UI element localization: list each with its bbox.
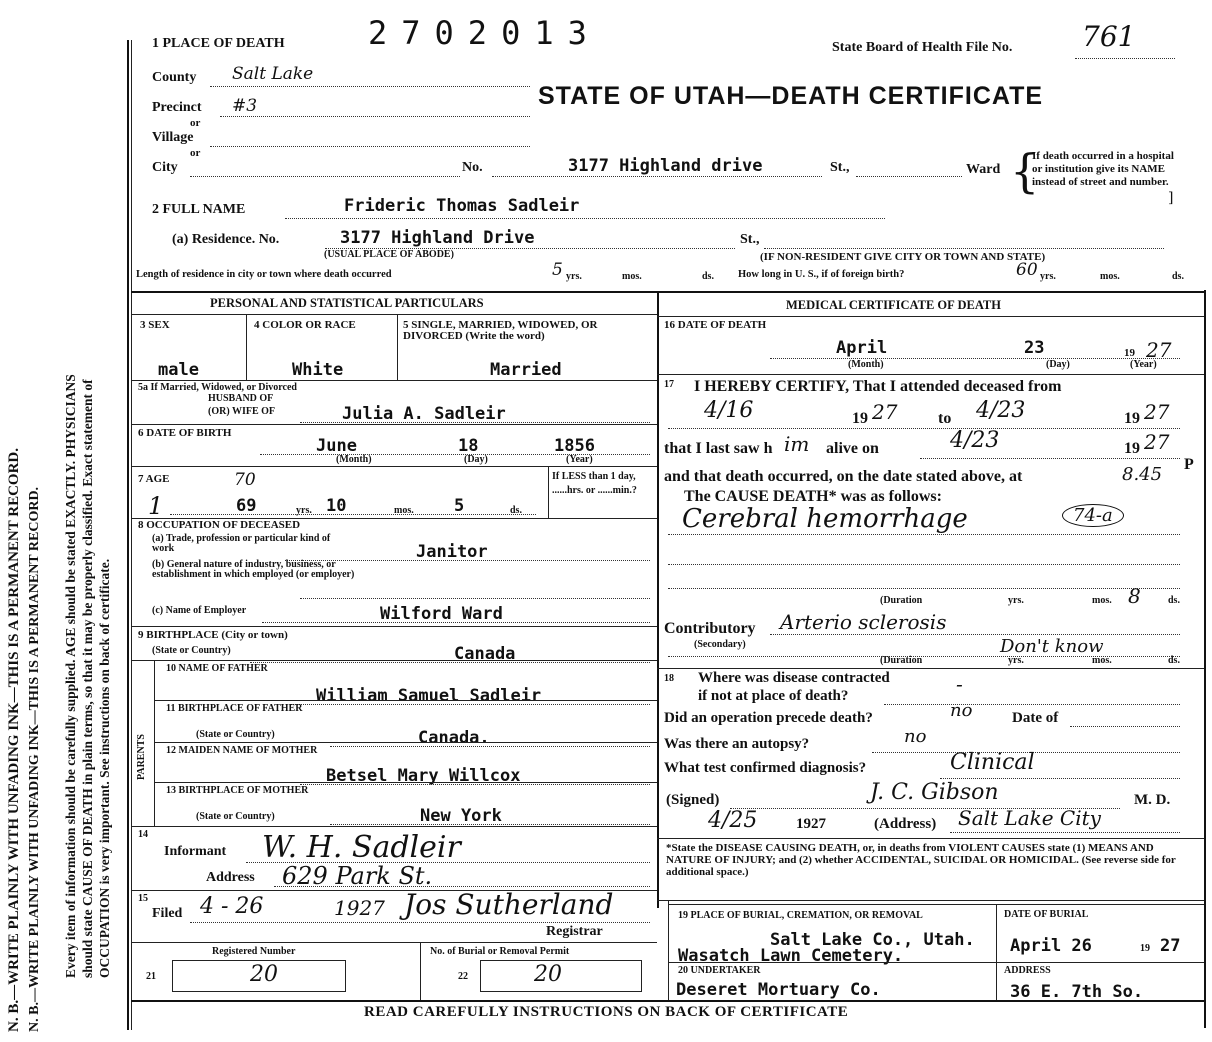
age-note: 70 [234,470,256,490]
cause-code: 74-a [1062,504,1124,527]
registered-number-divider [420,942,421,1002]
usual-abode-label: (USUAL PLACE OF ABODE) [324,249,454,260]
last-saw-him: im [784,432,810,456]
employer-label: (c) Name of Employer [152,605,247,616]
attended-from-year: 27 [872,400,898,424]
village-line [210,146,530,147]
father-birthplace-value: Canada. [418,728,490,748]
registered-number: 20 [250,962,278,987]
violent-causes-footnote: *State the DISEASE CAUSING DEATH, or, in deaths from VIOLENT CAUSES state (1) MEANS AND NATURE OF INJURY; and (2) whether ACCIDENTAL, SUICIDAL OR HOMICIDAL. (See reverse side for additional space.) [666,842,1176,878]
row-father-line [154,700,657,701]
street-label: St., [830,160,850,175]
mother-label: 12 MAIDEN NAME OF MOTHER [166,745,318,756]
or-2: or [190,147,201,159]
contributory-label: Contributory [664,620,756,637]
row-dob-line [131,466,657,467]
attended-line [668,428,1180,429]
dob-year: 1856 [554,436,595,456]
burial-mid-line [668,962,1204,963]
date-of-death-line [770,358,1180,359]
birthplace-line [250,662,650,663]
secondary-label: (Secondary) [694,639,746,650]
death-time-pm: P [1184,456,1194,473]
cause-line-3 [668,588,1180,589]
undertaker-address-label: ADDRESS [1004,965,1051,976]
item-22: 22 [458,971,468,982]
burial-place-label: 19 PLACE OF BURIAL, CREMATION, OR REMOVAL [678,910,923,921]
file-number-line [1075,58,1175,59]
burial-permit-label: No. of Burial or Removal Permit [430,946,570,957]
column-divider [657,291,659,908]
filed-label: Filed [152,906,183,921]
physician-address-value: Salt Lake City [958,806,1101,830]
item-18: 18 [664,673,674,684]
registered-number-label: Registered Number [212,946,296,957]
father-birthplace-line [330,746,650,747]
residence-st-label: St., [740,232,760,247]
burial-date-value: April 26 [1010,936,1092,956]
precinct-label: Precinct [152,100,202,115]
burial-top-line [668,904,1204,905]
age-months: 10 [326,496,347,516]
full-name-line [285,218,885,219]
attended-from-date: 4/16 [704,398,754,423]
dob-label: 6 DATE OF BIRTH [138,427,232,439]
dob-year-caption: (Year) [566,454,593,465]
city-label: City [152,160,178,175]
dob-month-caption: (Month) [336,454,372,465]
last-saw-label: that I last saw h [664,440,773,457]
row-filed-line [131,942,657,943]
alive-year-prefix: 19 [1124,440,1140,457]
non-resident-label: (IF NON-RESIDENT GIVE CITY OR TOWN AND STATE) [760,251,1046,263]
cause-line-1 [668,534,1180,535]
residence-line-2 [764,248,1164,249]
side-warning-1: N. B.—WRITE PLAINLY WITH UNFADING INK—THIS IS A PERMANENT RECORD. [6,448,22,1032]
medical-section-title: MEDICAL CERTIFICATE OF DEATH [786,298,1001,312]
to-year-prefix: 19 [1124,410,1140,427]
row-sex-line [131,380,657,381]
ward-note: If death occurred in a hospital or institution give its NAME instead of street and number. [1032,150,1174,188]
less-divider [548,466,549,518]
us-years-value: 60 [1016,260,1038,280]
us-ds: ds. [1172,271,1184,282]
item-21: 21 [146,971,156,982]
occupation-label: 8 OCCUPATION OF DECEASED [138,519,301,531]
where-contracted-value: - [956,672,963,696]
cause-of-death-value: Cerebral hemorrhage [682,504,968,534]
physician-address-label: (Address) [874,816,937,832]
or-1: or [190,117,201,129]
death-occurred-label: and that death occurred, on the date stated above, at [664,468,1023,485]
occupation-b-line [300,598,650,599]
frame-left-border [127,40,129,1030]
length-of-residence-years: 5 [552,260,563,280]
contributory-line [770,634,1180,635]
cause-duration-value: 8 [1128,584,1141,608]
where-contracted-label: Where was disease contracted [698,670,890,686]
side-instruction-2: should state CAUSE OF DEATH in plain terms, so that it may be properly classified. Exact statement of [80,379,95,978]
cause-duration-ds: ds. [1168,595,1180,606]
row-mother-bp-line [131,826,657,827]
us-yrs: yrs. [1040,271,1056,282]
where-contracted-label-2: if not at place of death? [698,688,849,704]
burial-permit-number: 20 [534,962,562,987]
contributory-value: Arterio sclerosis [780,610,947,634]
burial-year-value: 27 [1160,936,1181,956]
frame-left-inner-border [131,40,132,1030]
marital-value: Married [490,360,562,380]
physician-signature: J. C. Gibson [870,780,999,805]
st-ward-line [856,176,962,177]
color-value: White [292,360,344,380]
informant-address-label: Address [206,870,255,885]
physician-address-line [950,832,1180,833]
medical-row-footnote-line [657,900,1204,901]
certificate-number: 2702013 [368,14,601,52]
parents-label: PARENTS [136,734,147,780]
undertaker-value: Deseret Mortuary Co. [676,980,881,1000]
autopsy-value: no [904,726,927,747]
ward-label: Ward [966,162,1001,177]
ward-brace-close: ] [1168,190,1174,206]
us-mos: mos. [1100,271,1120,282]
birthplace-label: 9 BIRTHPLACE (City or town) [138,629,288,641]
row-birthplace-line [131,660,657,661]
table-top-border [131,291,1204,293]
row-spouse-line [131,424,657,425]
county-label: County [152,70,197,85]
color-marital-divider [397,314,398,380]
test-label: What test confirmed diagnosis? [664,760,867,776]
informant-value: W. H. Sadleir [262,830,461,865]
full-name-label: 2 FULL NAME [152,202,246,217]
occupation-a-label: (a) Trade, profession or particular kind of work [152,533,331,554]
street-number-label: No. [462,160,483,175]
employer-line [262,622,650,623]
occupation-b-label: (b) General nature of industry, business, or establishment in which employed (or employer) [152,559,355,580]
dob-day: 18 [458,436,479,456]
father-label: 10 NAME OF FATHER [166,663,268,674]
cause-line-2 [668,564,1180,565]
age-ds-label: ds. [510,505,522,516]
dod-year-caption: (Year) [1130,359,1157,370]
less-than-label: If LESS than 1 day, ......hrs. or ......min.? [552,471,637,496]
from-year-prefix: 19 [852,410,868,427]
sex-color-divider [246,314,247,380]
informant-address-value: 629 Park St. [282,862,433,890]
alive-on-label: alive on [826,440,879,457]
file-number: 761 [1082,20,1136,53]
spouse-line [300,422,650,423]
employer-value: Wilford Ward [380,604,503,624]
date-of-death-month: April [836,338,888,358]
item-17: 17 [664,379,674,390]
certificate-title: STATE OF UTAH—DEATH CERTIFICATE [538,82,1044,110]
side-instruction-1: Every item of information should be carefully supplied. AGE should be stated EXACTLY. PHYSICIANS [63,374,78,978]
medical-row-dod-line [657,374,1204,375]
marital-label: 5 SINGLE, MARRIED, WIDOWED, OR DIVORCED (Write the word) [403,319,598,342]
alive-year: 27 [1144,430,1170,454]
dod-day-caption: (Day) [1046,359,1070,370]
medical-row-signed-line [657,838,1204,839]
sign-year: 1927 [796,816,826,832]
test-value: Clinical [950,750,1035,775]
burial-year-prefix: 19 [1140,943,1150,954]
spouse-label-2: HUSBAND OF [208,393,274,404]
registrar-label: Registrar [546,924,603,939]
burial-left-border [668,900,669,1000]
undertaker-label: 20 UNDERTAKER [678,965,761,976]
color-label: 4 COLOR OR RACE [254,319,356,331]
mother-value: Betsel Mary Willcox [326,766,521,786]
residence-yrs: yrs. [566,271,582,282]
county-line [210,86,530,87]
medical-header-line [657,316,1204,317]
place-of-death-label: 1 PLACE OF DEATH [152,36,285,51]
occupation-a-value: Janitor [416,542,488,562]
father-birthplace-caption: (State or Country) [196,729,275,740]
contributory-duration-yrs: yrs. [1008,655,1024,666]
row-occupation-line [131,626,657,627]
mother-line [300,784,650,785]
filed-year: 1927 [334,896,385,920]
filed-line [190,922,650,923]
item-14: 14 [138,829,148,840]
row-mother-line [154,782,657,783]
place-address-value: 3177 Highland drive [568,156,763,176]
cause-duration-label: (Duration [880,595,923,606]
age-line [170,514,536,515]
signed-label: (Signed) [666,792,720,808]
medical-row-cause-line [657,668,1204,669]
mother-birthplace-line [330,824,650,825]
age-mos-label: mos. [394,505,414,516]
full-name-value: Frideric Thomas Sadleir [344,196,580,216]
dod-month-caption: (Month) [848,359,884,370]
personal-section-title: PERSONAL AND STATISTICAL PARTICULARS [210,296,484,310]
cause-of-death-label: The CAUSE DEATH* was as follows: [684,488,942,505]
file-number-label: State Board of Health File No. [832,40,1013,55]
attended-to-year: 27 [1144,400,1170,424]
spouse-value: Julia A. Sadleir [342,404,506,424]
sex-value: male [158,360,199,380]
md-label: M. D. [1134,792,1171,808]
test-line [940,778,1180,779]
side-instruction-3: OCCUPATION is very important. See instructions on back of certificate. [97,558,112,978]
informant-address-line [274,886,650,887]
date-of-label: Date of [1012,710,1059,726]
village-label: Village [152,130,194,145]
date-of-death-day: 23 [1024,338,1045,358]
burial-date-label: DATE OF BURIAL [1004,909,1089,920]
sex-label: 3 SEX [140,319,170,331]
burial-place-value-1: Salt Lake Co., Utah. [770,930,975,950]
alive-date: 4/23 [950,428,1000,453]
residence-ds: ds. [702,271,714,282]
attended-to-date: 4/23 [976,398,1026,423]
contributory-duration-label: (Duration [880,655,923,666]
registrar-signature: Jos Sutherland [404,888,614,921]
informant-label: Informant [164,844,227,859]
certify-line: I HEREBY CERTIFY, That I attended deceased from [694,378,1062,395]
father-line [290,704,650,705]
residence-value: 3177 Highland Drive [340,228,535,248]
to-label: to [938,410,952,427]
cause-duration-yrs: yrs. [1008,595,1024,606]
date-of-death-year-prefix: 19 [1124,347,1135,359]
date-of-death-label: 16 DATE OF DEATH [664,319,767,331]
age-days: 5 [454,496,465,516]
frame-right-border [1204,290,1206,1028]
sign-date: 4/25 [708,808,758,833]
dob-day-caption: (Day) [464,454,488,465]
burial-place-value-2: Wasatch Lawn Cemetery. [678,946,904,966]
filed-date: 4 - 26 [200,894,264,919]
undertaker-address-value: 36 E. 7th So. [1010,982,1144,1002]
birthplace-state-caption: (State or Country) [152,645,231,656]
where-contracted-line [884,704,1180,705]
precinct-line [220,116,530,117]
age-mark: 1 [148,492,164,520]
burial-date-divider [996,904,997,1000]
mother-birthplace-label: 13 BIRTHPLACE OF MOTHER [166,785,309,796]
contributory-duration-mos: mos. [1092,655,1112,666]
spouse-label-3: (OR) WIFE OF [208,406,276,417]
residence-mos: mos. [622,271,642,282]
city-line [190,176,460,177]
birthplace-value: Canada [454,644,516,664]
contributory-duration-ds: ds. [1168,655,1180,666]
alive-line [920,458,1180,459]
age-years: 69 [236,496,257,516]
mother-birthplace-caption: (State or Country) [196,811,275,822]
age-yrs-label: yrs. [296,505,312,516]
operation-label: Did an operation precede death? [664,710,873,726]
side-warning-2: N. B.—WRITE PLAINLY WITH UNFADING INK—THIS IS A PERMANENT RECORD. [27,486,42,1032]
death-time: 8.45 [1122,464,1163,485]
autopsy-label: Was there an autopsy? [664,736,810,752]
ward-brace: { [1010,144,1040,198]
age-label: 7 AGE [138,473,170,485]
parents-divider [154,660,155,826]
dob-month: June [316,436,357,456]
mother-birthplace-value: New York [420,806,502,826]
instructions-footer: READ CAREFULLY INSTRUCTIONS ON BACK OF CERTIFICATE [364,1004,849,1020]
contributory-duration-value: Don't know [1000,636,1104,657]
length-of-residence-label: Length of residence in city or town where death occurred [136,269,392,280]
cause-duration-mos: mos. [1092,595,1112,606]
operation-line [1070,726,1180,727]
father-birthplace-label: 11 BIRTHPLACE OF FATHER [166,703,303,714]
precinct-value: #3 [232,96,258,116]
residence-label: (a) Residence. No. [172,232,280,247]
row-father-bp-line [154,742,657,743]
spouse-label-1: 5a If Married, Widowed, or Divorced [138,382,297,393]
address-line [492,176,822,177]
father-value: William Samuel Sadleir [316,686,542,706]
operation-value: no [950,700,973,721]
date-of-death-year: 27 [1146,338,1172,362]
personal-header-line [131,314,657,315]
county-value: Salt Lake [232,64,314,84]
us-label: How long in U. S., if of foreign birth? [738,269,905,280]
item-15: 15 [138,893,148,904]
